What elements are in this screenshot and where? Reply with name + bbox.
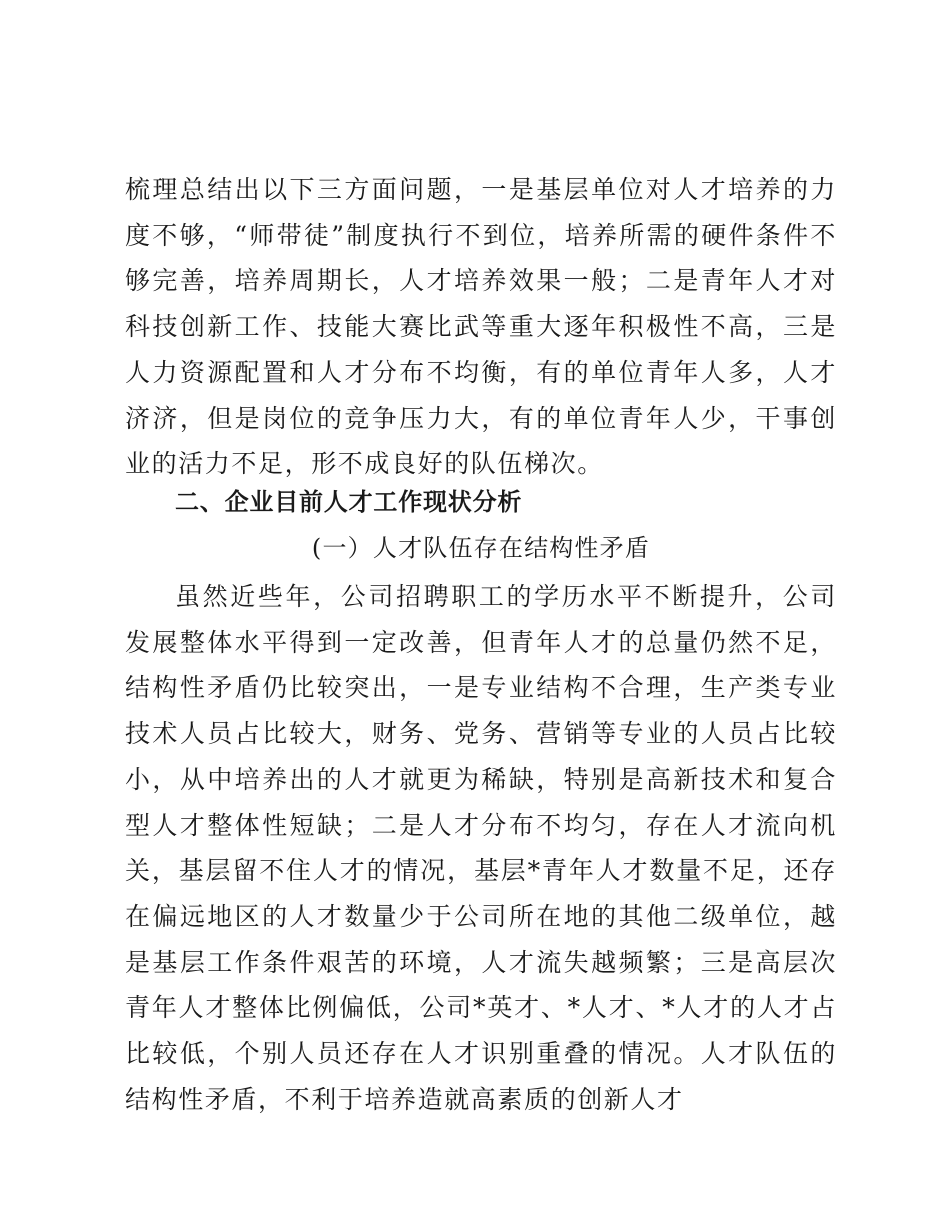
body-text-section-2 — [125, 574, 837, 1122]
section-heading: 二、企业目前人才工作现状分析 — [175, 488, 523, 516]
paragraph-structural-issues: 虽然近些年，公司招聘职工的学历水平不断提升，公司发展整体水平得到一定改善，但青年人才的总量仍然不足，结构性矛盾仍比较突出，一是专业结构不合理，生产类专业技术人员占比较大，财务、党务、营销等专业的人员占比较小，从中培养出的人才就更为稀缺，特别是高新技术和复合型人才整体性短缺；二是人才分布不均匀，存在人才流向机关，基层留不住人才的情况，基层*青年人才数量不足，还存在偏远地区的人才数量少于公司所在地的其他二级单位，越是基层工作条件艰苦的环境，人才流失越频繁；三是高层次青年人才整体比例偏低，公司*英才、*人才、*人才的人才占比较低，个别人员还存在人才识别重叠的情况。人才队伍的结构性矛盾，不利于培养造就高素质的创新人才 — [125, 582, 837, 1114]
body-text-section-1 — [125, 167, 837, 487]
paragraph-continued: 梳理总结出以下三方面问题，一是基层单位对人才培养的力度不够，“师带徒”制度执行不到位，培养所需的硬件条件不够完善，培养周期长，人才培养效果一般；二是青年人才对科技创新工作、技能大赛比武等重大逐年积极性不高，三是人力资源配置和人才分布不均衡，有的单位青年人多，人才济济，但是岗位的竞争压力大，有的单位青年人少，干事创业的活力不足，形不成良好的队伍梯次。 — [125, 175, 837, 479]
subsection-heading: (一）人才队伍存在结构性矛盾 — [311, 534, 651, 562]
